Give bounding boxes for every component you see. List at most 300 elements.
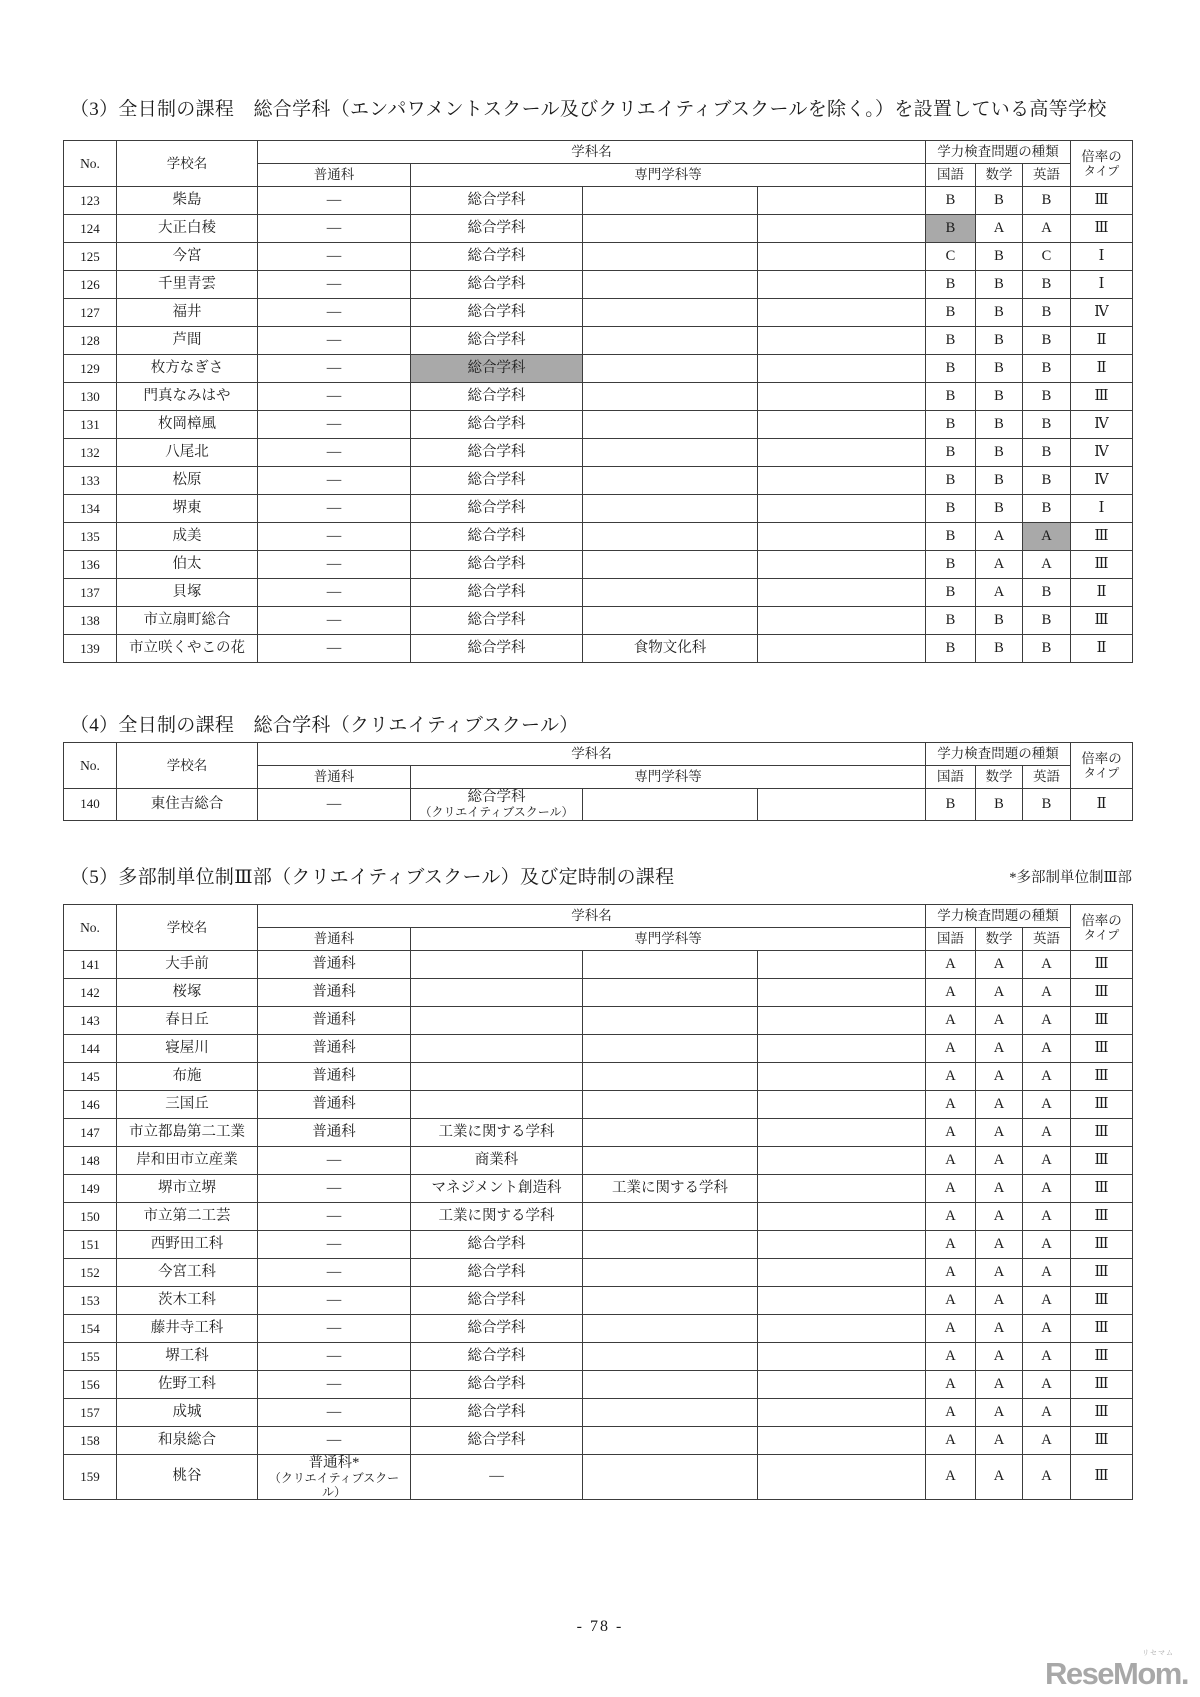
cell-dept1 — [411, 1007, 583, 1035]
cell-math: A — [976, 1007, 1023, 1035]
col-header-ratio-type — [1071, 141, 1133, 187]
cell-en: A — [1023, 1175, 1071, 1203]
cell-math: B — [976, 411, 1023, 439]
col-header-special: 専門学科等 — [411, 164, 926, 187]
cell-type: Ⅲ — [1071, 1287, 1133, 1315]
cell-jp: A — [926, 951, 976, 979]
cell-school: 和泉総合 — [117, 1427, 258, 1455]
cell-no: 130 — [64, 383, 117, 411]
school-row — [64, 243, 1133, 271]
col-header-japanese: 国語 — [926, 164, 976, 187]
cell-en: B — [1023, 579, 1071, 607]
cell-jp: C — [926, 243, 976, 271]
cell-general: — — [258, 1427, 411, 1455]
cell-general: — — [258, 215, 411, 243]
cell-dept1: 総合学科 — [411, 271, 583, 299]
section-4-table — [63, 742, 1133, 821]
cell-school: 桃谷 — [117, 1455, 258, 1500]
cell-en: B — [1023, 411, 1071, 439]
cell-dept3 — [758, 523, 926, 551]
cell-line: タイプ — [1083, 164, 1120, 178]
cell-school: 今宮工科 — [117, 1259, 258, 1287]
cell-jp: A — [926, 979, 976, 1007]
school-row — [64, 439, 1133, 467]
cell-type: Ⅱ — [1071, 355, 1133, 383]
cell-general: — — [258, 439, 411, 467]
cell-no: 135 — [64, 523, 117, 551]
cell-dept3 — [758, 1063, 926, 1091]
cell-dept3 — [758, 1315, 926, 1343]
cell-type: Ⅲ — [1071, 1063, 1133, 1091]
cell-math: B — [976, 383, 1023, 411]
cell-type: Ⅲ — [1071, 1091, 1133, 1119]
section-5-heading: （5）多部制単位制Ⅲ部（クリエイティブスクール）及び定時制の課程 — [70, 867, 675, 888]
cell-school: 門真なみはや — [117, 383, 258, 411]
cell-en: B — [1023, 299, 1071, 327]
cell-no: 155 — [64, 1343, 117, 1371]
cell-general: — — [258, 1287, 411, 1315]
cell-en: A — [1023, 979, 1071, 1007]
cell-dept3 — [758, 467, 926, 495]
cell-type: Ⅳ — [1071, 467, 1133, 495]
school-row — [64, 467, 1133, 495]
cell-en: A — [1023, 951, 1071, 979]
section-3-heading: （3）全日制の課程 総合学科（エンパワメントスクール及びクリエイティブスクールを除く。）を設置している高等学校 — [70, 99, 1107, 120]
cell-school: 今宮 — [117, 243, 258, 271]
cell-jp: A — [926, 1399, 976, 1427]
cell-no: 125 — [64, 243, 117, 271]
col-header-school: 学校名 — [117, 905, 258, 951]
cell-type: Ⅲ — [1071, 215, 1133, 243]
cell-math: A — [976, 1399, 1023, 1427]
cell-math: A — [976, 1371, 1023, 1399]
cell-jp: B — [926, 523, 976, 551]
cell-general: — — [258, 1203, 411, 1231]
cell-jp: A — [926, 1119, 976, 1147]
school-row — [64, 1371, 1133, 1399]
school-row — [64, 299, 1133, 327]
cell-type: Ⅲ — [1071, 607, 1133, 635]
school-row — [64, 635, 1133, 663]
cell-no: 149 — [64, 1175, 117, 1203]
cell-general: — — [258, 327, 411, 355]
cell-school: 岸和田市立産業 — [117, 1147, 258, 1175]
cell-math: B — [976, 243, 1023, 271]
col-header-no: No. — [64, 141, 117, 187]
cell-jp: A — [926, 1315, 976, 1343]
cell-dept1 — [411, 1035, 583, 1063]
cell-dept2 — [583, 1315, 758, 1343]
cell-line: タイプ — [1083, 928, 1120, 942]
col-header-exam-group: 学力検査問題の種類 — [926, 141, 1071, 164]
cell-dept3 — [758, 551, 926, 579]
cell-en: A — [1023, 1259, 1071, 1287]
cell-en: A — [1023, 523, 1071, 551]
cell-math: A — [976, 215, 1023, 243]
cell-general: — — [258, 607, 411, 635]
cell-dept1: 総合学科 — [411, 383, 583, 411]
cell-en: A — [1023, 1315, 1071, 1343]
cell-dept1: 総合学科 — [411, 327, 583, 355]
cell-dept1: 総合学科 — [411, 1315, 583, 1343]
section-5-note: *多部制単位制Ⅲ部 — [1009, 870, 1132, 886]
cell-en: A — [1023, 1035, 1071, 1063]
resemom-logo-text: ReseMom — [1044, 1656, 1181, 1691]
cell-dept3 — [758, 1035, 926, 1063]
col-header-general: 普通科 — [258, 928, 411, 951]
cell-no: 153 — [64, 1287, 117, 1315]
cell-dept3 — [758, 951, 926, 979]
cell-school: 春日丘 — [117, 1007, 258, 1035]
cell-dept2 — [583, 579, 758, 607]
cell-math: B — [976, 299, 1023, 327]
cell-type: Ⅲ — [1071, 1371, 1133, 1399]
col-header-school: 学校名 — [117, 141, 258, 187]
cell-school: 福井 — [117, 299, 258, 327]
cell-dept2 — [583, 1063, 758, 1091]
cell-jp: B — [926, 495, 976, 523]
cell-en: B — [1023, 607, 1071, 635]
cell-math: A — [976, 1147, 1023, 1175]
cell-dept3 — [758, 355, 926, 383]
cell-jp: B — [926, 579, 976, 607]
cell-dept1: 総合学科 — [411, 411, 583, 439]
cell-general: — — [258, 1343, 411, 1371]
cell-type: Ⅲ — [1071, 1259, 1133, 1287]
cell-dept1: 総合学科 — [411, 1399, 583, 1427]
cell-dept2 — [583, 1287, 758, 1315]
cell-school: 佐野工科 — [117, 1371, 258, 1399]
cell-type: Ⅳ — [1071, 299, 1133, 327]
cell-math: B — [976, 439, 1023, 467]
cell-en: A — [1023, 551, 1071, 579]
cell-dept1: 工業に関する学科 — [411, 1203, 583, 1231]
cell-general: 普通科 — [258, 1091, 411, 1119]
cell-dept3 — [758, 439, 926, 467]
school-row — [64, 607, 1133, 635]
cell-general: — — [258, 523, 411, 551]
cell-dept1: 総合学科 — [411, 299, 583, 327]
cell-math: B — [976, 327, 1023, 355]
col-header-english: 英語 — [1023, 164, 1071, 187]
cell-dept2 — [583, 1203, 758, 1231]
cell-dept2 — [583, 1455, 758, 1500]
cell-dept1 — [411, 979, 583, 1007]
cell-jp: B — [926, 411, 976, 439]
cell-en: A — [1023, 1231, 1071, 1259]
cell-dept3 — [758, 635, 926, 663]
school-row — [64, 1119, 1133, 1147]
cell-math: A — [976, 1231, 1023, 1259]
cell-no: 151 — [64, 1231, 117, 1259]
cell-no: 140 — [64, 789, 117, 821]
cell-jp: B — [926, 327, 976, 355]
cell-dept1: 総合学科 — [411, 187, 583, 215]
school-row — [64, 1315, 1133, 1343]
cell-dept3 — [758, 243, 926, 271]
cell-dept1: マネジメント創造科 — [411, 1175, 583, 1203]
cell-type: Ⅲ — [1071, 187, 1133, 215]
cell-type: Ⅲ — [1071, 551, 1133, 579]
cell-dept3 — [758, 187, 926, 215]
cell-dept2 — [583, 951, 758, 979]
cell-dept2 — [583, 383, 758, 411]
cell-dept2 — [583, 607, 758, 635]
cell-dept2 — [583, 1259, 758, 1287]
cell-general: 普通科 — [258, 1063, 411, 1091]
cell-type: Ⅳ — [1071, 411, 1133, 439]
col-header-no: No. — [64, 743, 117, 789]
cell-math: A — [976, 1203, 1023, 1231]
cell-en: B — [1023, 789, 1071, 821]
cell-jp: A — [926, 1259, 976, 1287]
cell-type: Ⅲ — [1071, 1007, 1133, 1035]
cell-jp: A — [926, 1007, 976, 1035]
cell-general: 普通科 — [258, 951, 411, 979]
cell-school: 桜塚 — [117, 979, 258, 1007]
cell-type: Ⅲ — [1071, 1427, 1133, 1455]
col-header-special: 専門学科等 — [411, 766, 926, 789]
cell-school: 市立咲くやこの花 — [117, 635, 258, 663]
cell-no: 127 — [64, 299, 117, 327]
cell-general: — — [258, 299, 411, 327]
school-row — [64, 789, 1133, 821]
cell-no: 139 — [64, 635, 117, 663]
cell-line: タイプ — [1083, 766, 1120, 780]
cell-math: A — [976, 523, 1023, 551]
school-row — [64, 355, 1133, 383]
cell-no: 157 — [64, 1399, 117, 1427]
cell-general: — — [258, 467, 411, 495]
cell-no: 138 — [64, 607, 117, 635]
cell-type: Ⅲ — [1071, 1455, 1133, 1500]
school-row — [64, 1147, 1133, 1175]
school-row — [64, 1091, 1133, 1119]
cell-en: A — [1023, 1399, 1071, 1427]
cell-school: 枚方なぎさ — [117, 355, 258, 383]
cell-no: 136 — [64, 551, 117, 579]
cell-dept3 — [758, 1091, 926, 1119]
cell-no: 131 — [64, 411, 117, 439]
cell-math: A — [976, 1455, 1023, 1500]
cell-en: B — [1023, 635, 1071, 663]
cell-jp: A — [926, 1287, 976, 1315]
cell-school: 千里青雲 — [117, 271, 258, 299]
cell-school: 西野田工科 — [117, 1231, 258, 1259]
cell-dept2 — [583, 215, 758, 243]
cell-type: Ⅱ — [1071, 789, 1133, 821]
cell-dept3 — [758, 1231, 926, 1259]
cell-school: 茨木工科 — [117, 1287, 258, 1315]
cell-dept2: 工業に関する学科 — [583, 1175, 758, 1203]
cell-general: — — [258, 1259, 411, 1287]
cell-dept3 — [758, 579, 926, 607]
cell-dept2 — [583, 243, 758, 271]
cell-dept2 — [583, 271, 758, 299]
cell-school: 枚岡樟風 — [117, 411, 258, 439]
cell-dept3 — [758, 1007, 926, 1035]
school-row — [64, 579, 1133, 607]
cell-dept2 — [583, 1231, 758, 1259]
cell-dept2 — [583, 789, 758, 821]
cell-en: A — [1023, 1091, 1071, 1119]
school-row — [64, 1399, 1133, 1427]
cell-school: 芦間 — [117, 327, 258, 355]
school-row — [64, 1455, 1133, 1500]
cell-en: C — [1023, 243, 1071, 271]
school-row — [64, 1063, 1133, 1091]
cell-math: A — [976, 1091, 1023, 1119]
cell-dept2 — [583, 523, 758, 551]
cell-dept1: 総合学科 — [411, 607, 583, 635]
cell-line: （クリエイティブスクール） — [268, 1471, 400, 1499]
cell-dept3 — [758, 327, 926, 355]
cell-dept1: 総合学科 — [411, 551, 583, 579]
cell-dept3 — [758, 271, 926, 299]
resemom-logo-dot: . — [1180, 1656, 1188, 1691]
cell-dept3 — [758, 1287, 926, 1315]
cell-dept2 — [583, 551, 758, 579]
school-row — [64, 187, 1133, 215]
cell-math: A — [976, 951, 1023, 979]
cell-type: Ⅲ — [1071, 1147, 1133, 1175]
cell-dept2 — [583, 187, 758, 215]
section-4-heading: （4）全日制の課程 総合学科（クリエイティブスクール） — [70, 715, 579, 736]
cell-jp: A — [926, 1371, 976, 1399]
col-header-special: 専門学科等 — [411, 928, 926, 951]
cell-math: A — [976, 1287, 1023, 1315]
section-5-table — [63, 904, 1133, 1500]
cell-math: B — [976, 467, 1023, 495]
cell-dept1 — [411, 1063, 583, 1091]
cell-line: 総合学科 — [467, 789, 526, 805]
cell-jp: A — [926, 1343, 976, 1371]
cell-school: 東住吉総合 — [117, 789, 258, 821]
cell-math: B — [976, 789, 1023, 821]
cell-dept1: 総合学科 — [411, 439, 583, 467]
cell-general: — — [258, 1315, 411, 1343]
cell-jp: A — [926, 1063, 976, 1091]
cell-school: 堺市立堺 — [117, 1175, 258, 1203]
col-header-dept-group: 学科名 — [258, 141, 926, 164]
page-number: - 78 - — [576, 1618, 624, 1635]
cell-dept1: 総合学科 — [411, 1287, 583, 1315]
cell-dept1: 総合学科 — [411, 523, 583, 551]
cell-dept1: — — [411, 1455, 583, 1500]
school-row — [64, 1203, 1133, 1231]
cell-type: Ⅲ — [1071, 1035, 1133, 1063]
cell-dept2 — [583, 299, 758, 327]
school-row — [64, 1007, 1133, 1035]
school-row — [64, 327, 1133, 355]
cell-dept3 — [758, 383, 926, 411]
cell-dept3 — [758, 1427, 926, 1455]
school-row — [64, 271, 1133, 299]
cell-math: A — [976, 1427, 1023, 1455]
cell-dept2 — [583, 1035, 758, 1063]
cell-en: B — [1023, 383, 1071, 411]
cell-no: 150 — [64, 1203, 117, 1231]
cell-dept3 — [758, 1343, 926, 1371]
cell-school: 布施 — [117, 1063, 258, 1091]
cell-general: — — [258, 1399, 411, 1427]
cell-jp: B — [926, 383, 976, 411]
cell-dept1: 総合学科 — [411, 243, 583, 271]
cell-jp: B — [926, 467, 976, 495]
cell-no: 134 — [64, 495, 117, 523]
cell-en: A — [1023, 1203, 1071, 1231]
col-header-dept-group: 学科名 — [258, 905, 926, 928]
cell-no: 124 — [64, 215, 117, 243]
cell-no: 126 — [64, 271, 117, 299]
cell-school: 市立第二工芸 — [117, 1203, 258, 1231]
col-header-no: No. — [64, 905, 117, 951]
cell-type: Ⅲ — [1071, 1119, 1133, 1147]
cell-general: 普通科 — [258, 1007, 411, 1035]
cell-dept1: 総合学科 — [411, 215, 583, 243]
cell-math: A — [976, 1175, 1023, 1203]
cell-dept3 — [758, 495, 926, 523]
cell-general: — — [258, 383, 411, 411]
school-row — [64, 1343, 1133, 1371]
cell-school: 貝塚 — [117, 579, 258, 607]
cell-en: B — [1023, 355, 1071, 383]
col-header-ratio-type — [1071, 905, 1133, 951]
cell-school: 堺工科 — [117, 1343, 258, 1371]
cell-jp: B — [926, 789, 976, 821]
cell-jp: B — [926, 551, 976, 579]
cell-en: A — [1023, 1427, 1071, 1455]
cell-school: 大手前 — [117, 951, 258, 979]
cell-no: 128 — [64, 327, 117, 355]
cell-school: 藤井寺工科 — [117, 1315, 258, 1343]
col-header-general: 普通科 — [258, 164, 411, 187]
cell-no: 143 — [64, 1007, 117, 1035]
cell-jp: A — [926, 1035, 976, 1063]
cell-school: 三国丘 — [117, 1091, 258, 1119]
col-header-math: 数学 — [976, 766, 1023, 789]
cell-dept1: 総合学科 — [411, 635, 583, 663]
cell-dept2 — [583, 355, 758, 383]
col-header-dept-group: 学科名 — [258, 743, 926, 766]
cell-type: Ⅲ — [1071, 1343, 1133, 1371]
cell-dept1: 商業科 — [411, 1147, 583, 1175]
cell-math: A — [976, 1259, 1023, 1287]
school-row — [64, 951, 1133, 979]
cell-line: 倍率の — [1081, 912, 1122, 928]
cell-school: 堺東 — [117, 495, 258, 523]
cell-general: — — [258, 1371, 411, 1399]
school-row — [64, 523, 1133, 551]
cell-dept1: 総合学科 — [411, 1343, 583, 1371]
school-row — [64, 383, 1133, 411]
cell-en: A — [1023, 1455, 1071, 1500]
cell-dept3 — [758, 1119, 926, 1147]
cell-type: Ⅲ — [1071, 951, 1133, 979]
cell-jp: A — [926, 1203, 976, 1231]
cell-math: A — [976, 579, 1023, 607]
col-header-english: 英語 — [1023, 928, 1071, 951]
school-row — [64, 979, 1133, 1007]
cell-dept1: 総合学科 — [411, 1427, 583, 1455]
cell-no: 154 — [64, 1315, 117, 1343]
cell-general: — — [258, 355, 411, 383]
cell-school: 成城 — [117, 1399, 258, 1427]
cell-math: A — [976, 1063, 1023, 1091]
cell-dept2 — [583, 1147, 758, 1175]
cell-dept1 — [411, 1091, 583, 1119]
col-header-english: 英語 — [1023, 766, 1071, 789]
